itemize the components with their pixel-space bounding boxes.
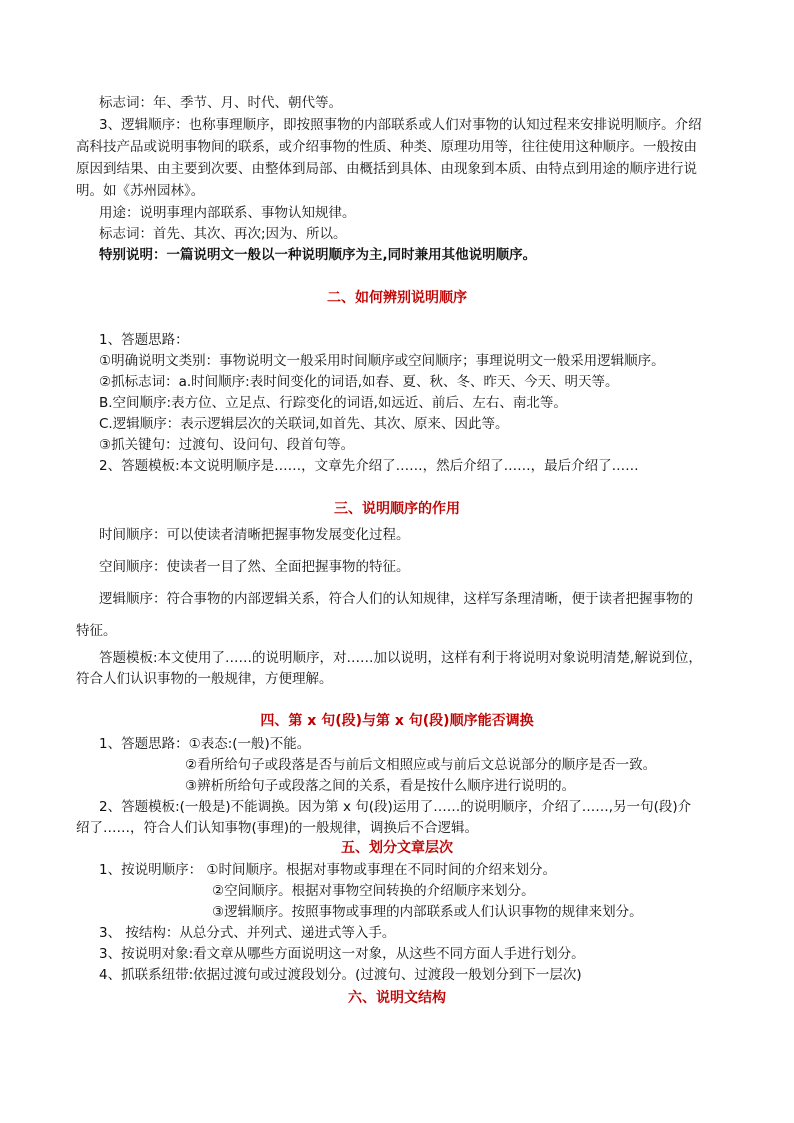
text-line: 1、答题思路：①表态:(一般)不能。 (99, 736, 311, 752)
text-line: ②抓标志词：a.时间顺序:表时间变化的词语,如春、夏、秋、冬、昨天、今天、明天等。 (99, 374, 619, 390)
section-heading: 二、如何辨别说明顺序 (327, 290, 467, 306)
text-line: ②空间顺序。根据对事物空间转换的介绍顺序来划分。 (212, 883, 535, 899)
text-line: ③逻辑顺序。按照事物或事理的内部联系或人们认识事物的规律来划分。 (212, 904, 643, 920)
text-line: ②看所给句子或段落是否与前后文相照应或与前后文总说部分的顺序是否一致。 (185, 757, 657, 773)
text-line: C.逻辑顺序：表示逻辑层次的关联词,如首先、其次、原来、因此等。 (99, 416, 509, 432)
section-heading: 四、第 x 句(段)与第 x 句(段)顺序能否调换 (260, 713, 534, 729)
text-line: 3、按说明对象:看文章从哪些方面说明这一对象，从这些不同方面人手进行划分。 (99, 946, 585, 962)
text-line: B.空间顺序:表方位、立足点、行踪变化的词语,如远近、前后、左右、南北等。 (99, 395, 567, 411)
text-line: 符合人们认识事物的一般规律，方便理解。 (76, 671, 333, 687)
section-heading: 六、说明文结构 (348, 990, 446, 1006)
text-line: 1、答题思路： (99, 332, 189, 348)
text-line: 绍了……，符合人们认知事物(事理)的一般规律，调换后不合逻辑。 (76, 820, 479, 836)
text-line: 4、抓联系纽带:依据过渡句或过渡段划分。(过渡句、过渡段一般划分到下一层次) (99, 967, 582, 983)
section-heading: 五、划分文章层次 (341, 840, 453, 856)
text-line: 特征。 (76, 623, 117, 639)
text-line: ③辨析所给句子或段落之间的关系，看是按什么顺序进行说明的。 (185, 778, 576, 794)
special-note: 特别说明：一篇说明文一般以一种说明顺序为主,同时兼用其他说明顺序。 (99, 247, 537, 263)
text-line: 空间顺序：使读者一目了然、全面把握事物的特征。 (99, 559, 410, 575)
text-line: 时间顺序：可以使读者清晰把握事物发展变化过程。 (99, 527, 410, 543)
text-line: 原因到结果、由主要到次要、由整体到局部、由概括到具体、由现象到本质、由特点到用途的顺序进行说 (76, 161, 697, 177)
text-line: 逻辑顺序：符合事物的内部逻辑关系，符合人们的认知规律，这样写条理清晰，便于读者把握事物的 (99, 591, 693, 607)
text-line: 2、答题模板:本文说明顺序是……，文章先介绍了……，然后介绍了……，最后介绍了…… (99, 458, 639, 474)
text-line: 标志词：首先、其次、再次;因为、所以。 (99, 226, 347, 242)
text-line: 3、逻辑顺序：也称事理顺序，即按照事物的内部联系或人们对事物的认知过程来安排说明顺序。介绍 (99, 117, 702, 133)
text-line: 高科技产品或说明事物间的联系，或介绍事物的性质、种类、原理功用等，往往使用这种顺序。一般按由 (76, 139, 697, 155)
text-line: 答题模板:本文使用了……的说明顺序，对……加以说明，这样有利于将说明对象说明清楚,解说到位， (99, 650, 702, 666)
text-line: 3、 按结构：从总分式、并列式、递进式等入手。 (99, 925, 396, 941)
text-line: 明。如《苏州园林》。 (76, 183, 205, 199)
section-heading: 三、说明顺序的作用 (334, 501, 460, 517)
text-line: 标志词：年、季节、月、时代、朝代等。 (99, 95, 342, 111)
text-line: 用途：说明事理内部联系、事物认知规律。 (99, 205, 356, 221)
text-line: ③抓关键句：过渡句、设问句、段首句等。 (99, 437, 355, 453)
text-line: 2、答题模板:(一般是)不能调换。因为第 x 句(段)运用了……的说明顺序，介绍了……,另一句(段)介 (99, 799, 692, 815)
text-line: 1、按说明顺序： ①时间顺序。根据对事物或事理在不同时间的介绍来划分。 (99, 862, 556, 878)
text-line: ①明确说明文类别：事物说明文一般采用时间顺序或空间顺序；事理说明文一般采用逻辑顺序。 (99, 353, 665, 369)
